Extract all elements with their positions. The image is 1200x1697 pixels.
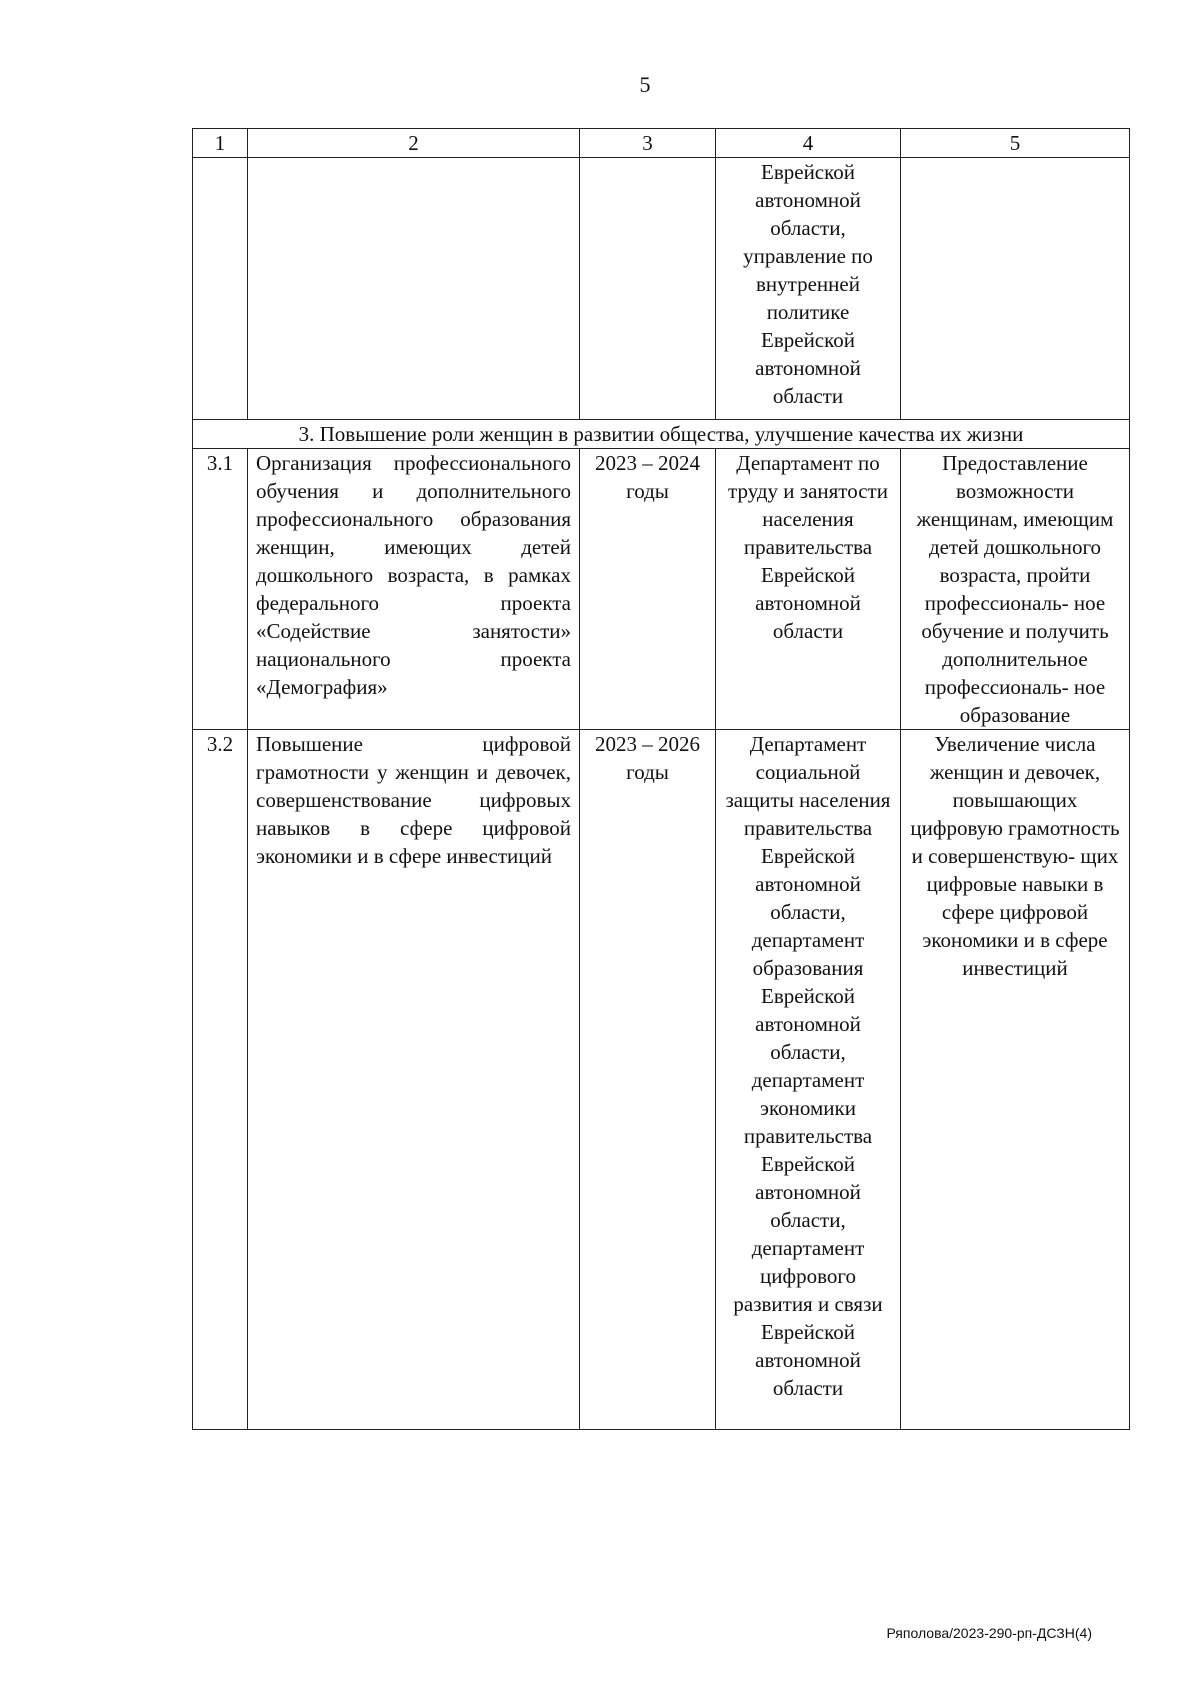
section-title: 3. Повышение роли женщин в развитии общества, улучшение качества их жизни <box>193 420 1130 449</box>
result-cell: Предоставление возможности женщинам, имеющим детей дошкольного возраста, пройти профессиональ- ное обучение и получить дополнительное профессиональ- ное образование <box>901 449 1130 730</box>
executor-cell: Еврейской автономной области, управление по внутренней политике Еврейской автономной области <box>716 158 901 420</box>
document-reference-footer: Ряполова/2023-290-рп-ДСЗН(4) <box>886 1625 1092 1641</box>
header-cell: 5 <box>901 129 1130 158</box>
table-row <box>193 730 1130 1430</box>
period-cell <box>580 158 716 420</box>
activities-table <box>192 128 1130 1430</box>
activity-cell: Организация профессионального обучения и дополнительного профессионального образования женщин, имеющих детей дошкольного возраста, в рамках федерального проекта «Содействие занятости» национального проекта «Демография» <box>248 449 580 730</box>
activity-cell: Повышение цифровой грамотности у женщин и девочек, совершенствование цифровых навыков в сфере цифровой экономики и в сфере инвестиций <box>248 730 580 1430</box>
result-cell <box>901 158 1130 420</box>
page-number: 5 <box>639 72 651 97</box>
activity-cell <box>248 158 580 420</box>
period-cell: 2023 – 2024 годы <box>580 449 716 730</box>
row-number-cell: 3.1 <box>193 449 248 730</box>
table-header-row <box>193 129 1130 158</box>
executor-cell: Департамент по труду и занятости населения правительства Еврейской автономной области <box>716 449 901 730</box>
table-row <box>193 449 1130 730</box>
row-number-cell: 3.2 <box>193 730 248 1430</box>
result-cell: Увеличение числа женщин и девочек, повышающих цифровую грамотность и совершенствую- щих цифровые навыки в сфере цифровой экономики и в сфере инвестиций <box>901 730 1130 1430</box>
header-cell: 1 <box>193 129 248 158</box>
header-cell: 3 <box>580 129 716 158</box>
executor-cell: Департамент социальной защиты населения правительства Еврейской автономной области, департамент образования Еврейской автономной области, департамент экономики правительства Еврейской автономной области, департамент цифрового развития и связи Еврейской автономной области <box>716 730 901 1430</box>
header-cell: 4 <box>716 129 901 158</box>
table-row <box>193 158 1130 420</box>
section-title-row <box>193 420 1130 449</box>
row-number-cell <box>193 158 248 420</box>
period-cell: 2023 – 2026 годы <box>580 730 716 1430</box>
header-cell: 2 <box>248 129 580 158</box>
